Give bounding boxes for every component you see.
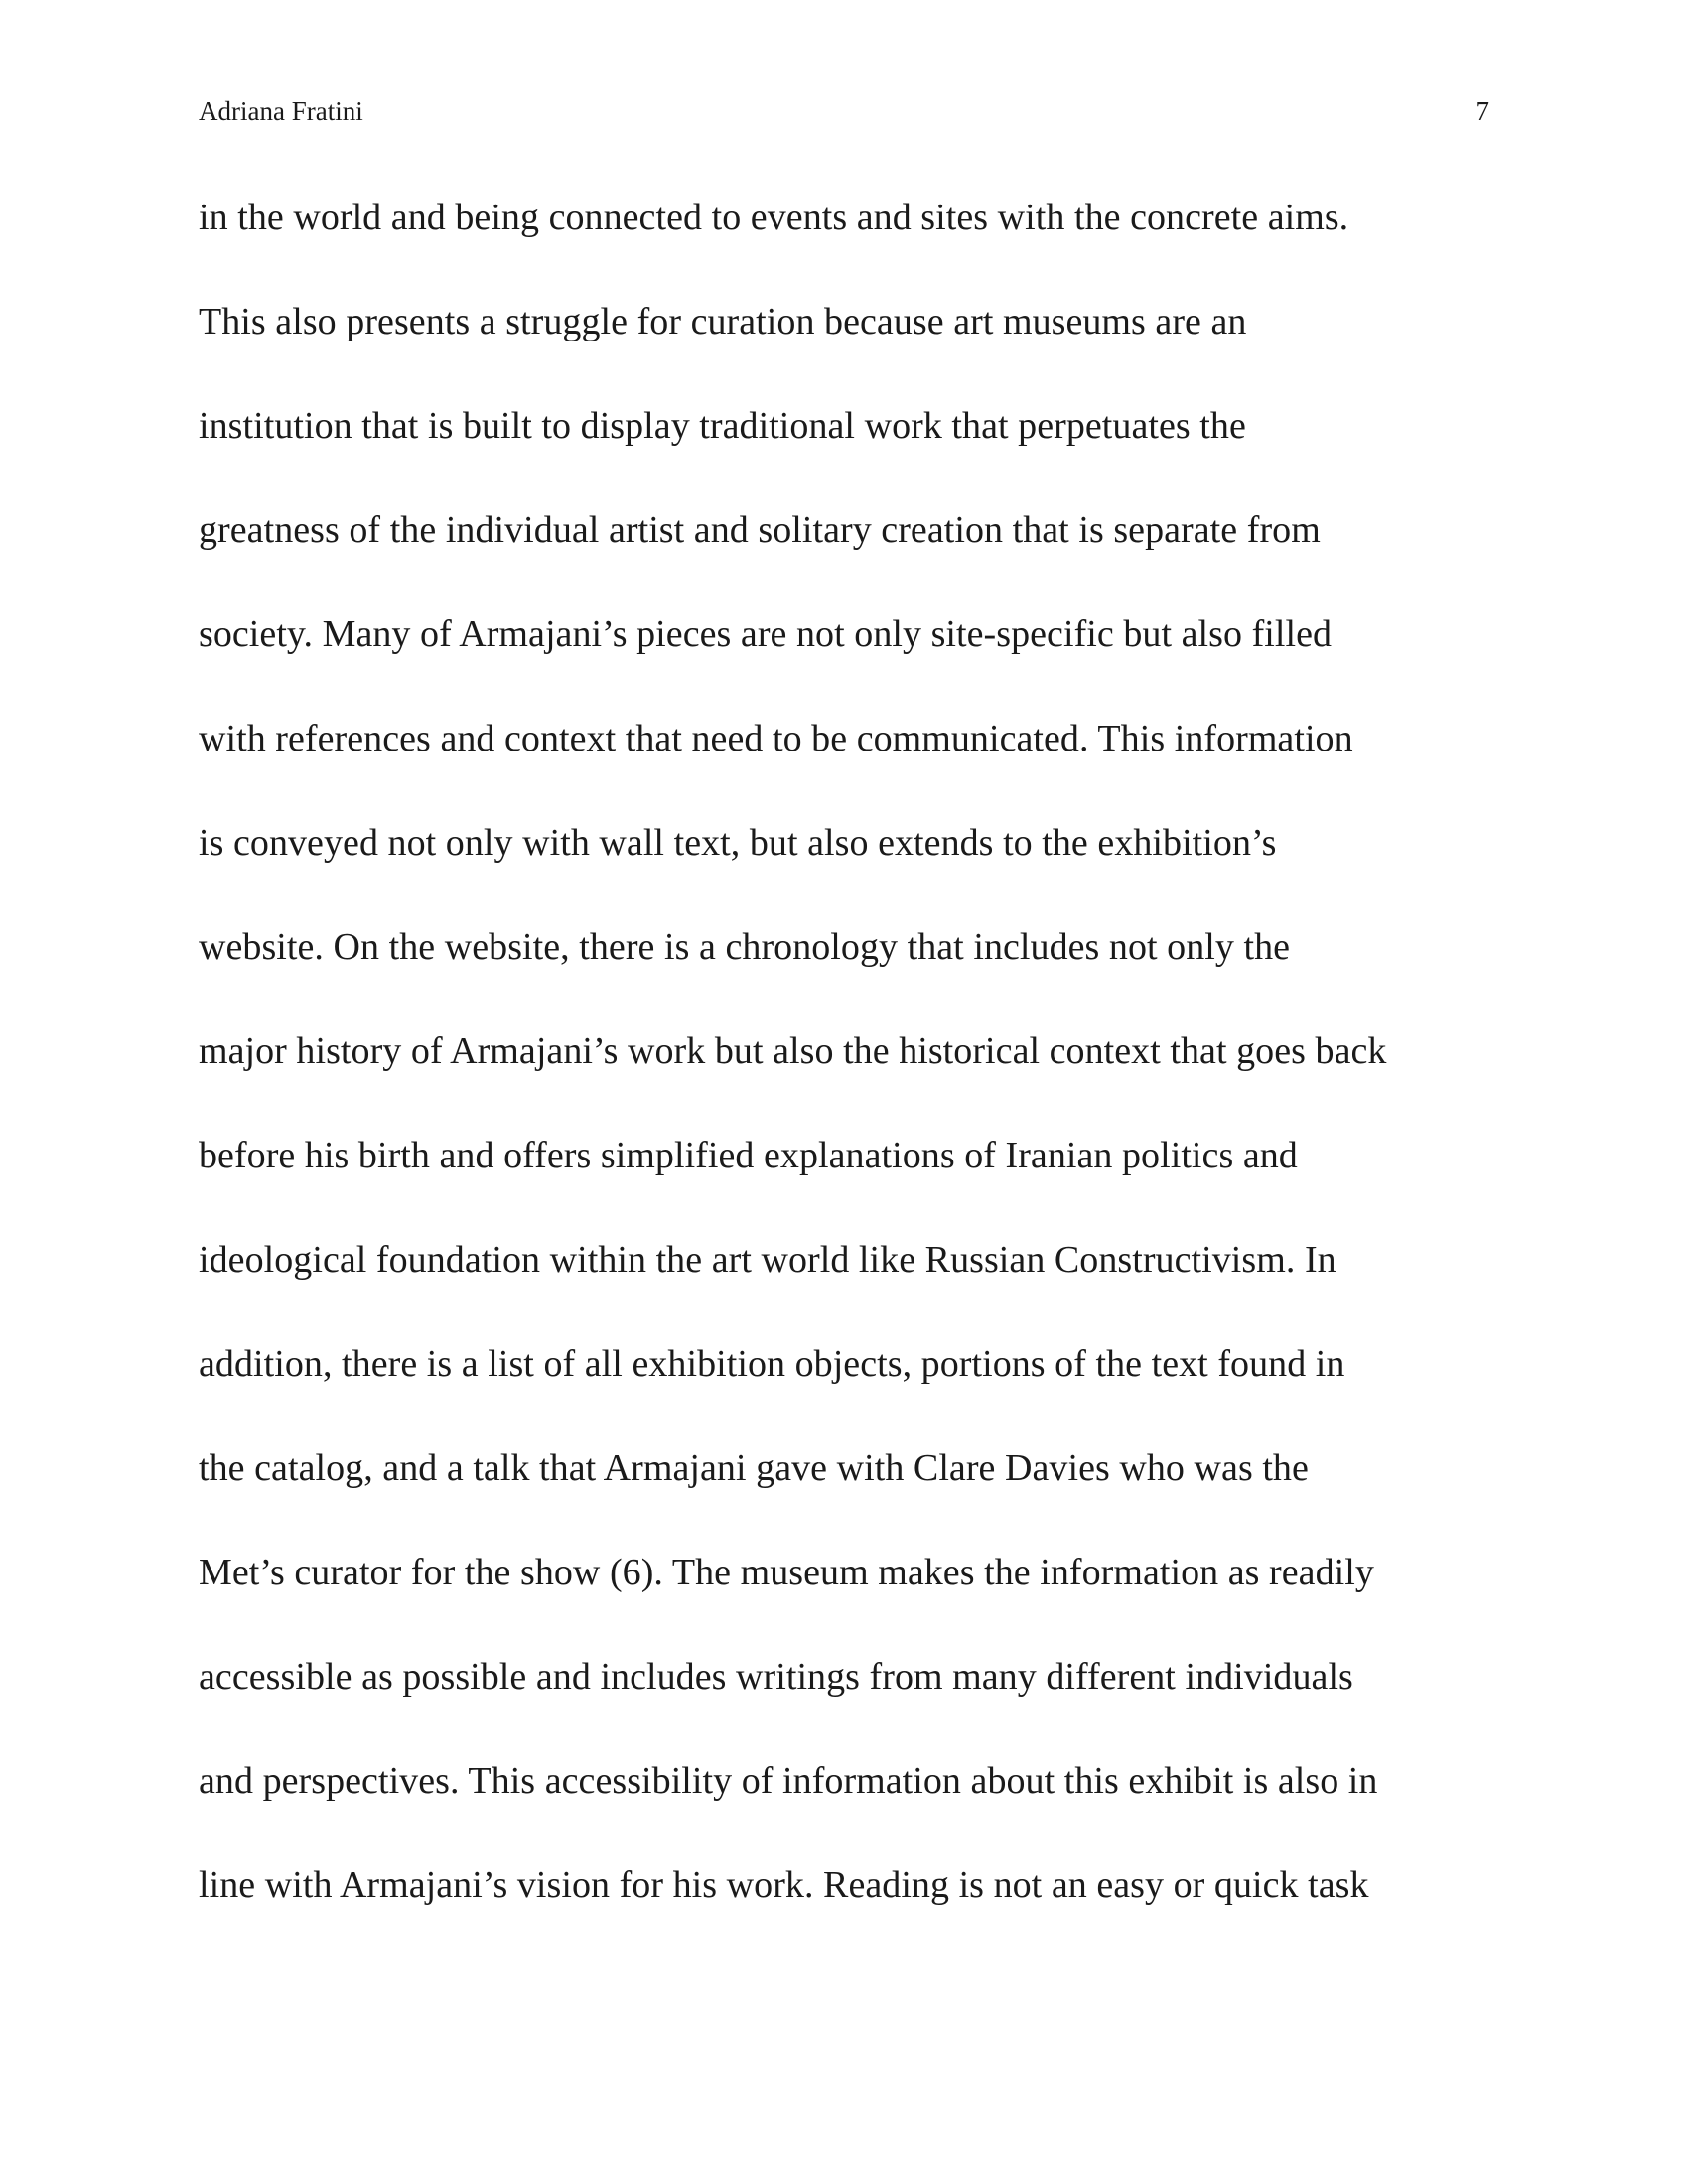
header-page-number: 7 (1476, 96, 1489, 126)
body-line: addition, there is a list of all exhibition objects, portions of the text found in (199, 1343, 1345, 1385)
body-line: greatness of the individual artist and solitary creation that is separate from (199, 509, 1321, 551)
header-author: Adriana Fratini (199, 96, 363, 126)
body-paragraph (199, 183, 1489, 1955)
body-line: major history of Armajani’s work but also the historical context that goes back (199, 1030, 1387, 1072)
body-line: before his birth and offers simplified explanations of Iranian politics and (199, 1135, 1298, 1176)
body-line: accessible as possible and includes writings from many different individuals (199, 1656, 1353, 1698)
body-line: line with Armajani’s vision for his work. Reading is not an easy or quick task (199, 1864, 1369, 1906)
body-line: society. Many of Armajani’s pieces are not only site-specific but also filled (199, 614, 1333, 655)
body-line: This also presents a struggle for curation because art museums are an (199, 301, 1247, 342)
body-line: institution that is built to display traditional work that perpetuates the (199, 405, 1246, 447)
body-line: is conveyed not only with wall text, but also extends to the exhibition’s (199, 822, 1277, 864)
body-line: and perspectives. This accessibility of information about this exhibit is also in (199, 1760, 1378, 1802)
body-line: with references and context that need to be communicated. This information (199, 718, 1353, 759)
body-line: ideological foundation within the art world like Russian Constructivism. In (199, 1239, 1336, 1281)
body-line: in the world and being connected to events and sites with the concrete aims. (199, 197, 1349, 238)
body-line: Met’s curator for the show (6). The museum makes the information as readily (199, 1552, 1374, 1593)
body-line: website. On the website, there is a chronology that includes not only the (199, 926, 1291, 968)
page-header (199, 91, 1489, 131)
body-line: the catalog, and a talk that Armajani gave with Clare Davies who was the (199, 1447, 1309, 1489)
